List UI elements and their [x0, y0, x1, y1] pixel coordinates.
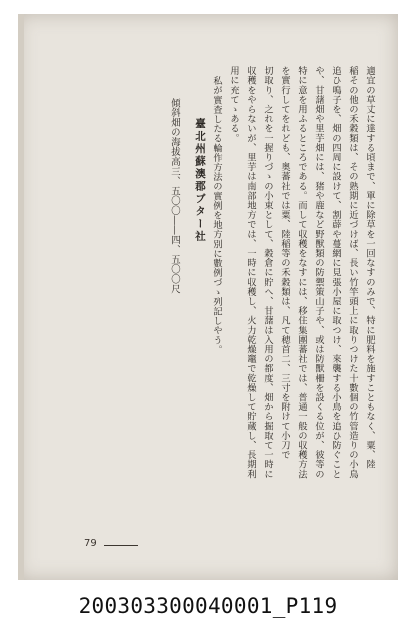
altitude-line: [166, 66, 183, 526]
page-number-rule: [104, 545, 138, 546]
paragraph-line-8: 収穫をやらないが、里芋は南部地方では、一時に収穫し、火力乾燥竈で乾燥して貯蔵し、長期利: [245, 66, 256, 479]
vertical-text-block: [160, 66, 378, 526]
book-page: [18, 14, 398, 580]
image-caption: 200303300040001_P119: [78, 594, 338, 618]
altitude-prefix: 傾斜畑の海拔高三、五〇〇: [169, 98, 180, 216]
paragraph-line-6: を實行してをれども、奥蕃社では粟、陸稲等の禾穀類は、凡て穂首二、三寸を附けて小刀で: [279, 66, 290, 460]
paragraph-line-3: 追ひ鳴子を、畑の四周に設けて、割薜や蔓網に見張小屋に取つけ、來襲する小鳥を追ひ防ぐこと: [330, 66, 341, 479]
page-number: 79: [84, 538, 97, 549]
paragraph-line-4: や、甘藷畑や里芋畑には、猪や鹿など野獸類の防禦策山子や、或は防獸柵を設くる位が、彼等の: [313, 66, 324, 479]
paragraph-line-1: 適宜の草丈に達する頃まで、單に除草を一回なすのみで、特に肥料を施すこともなく、粟、陸: [364, 66, 375, 470]
altitude-range: 四、五〇〇尺: [169, 235, 180, 294]
paragraph-line-2: 稲その他の禾穀類は、その熟期に近づけば、長い竹竿頭上に取りつけた十數個の竹管造りの小鳥: [347, 66, 358, 479]
intro-sentence: 私が實査したる輪作方法の實例を地方別に數例づゝ列記しやう。: [211, 76, 222, 355]
paragraph-line-7: 切取り、之れを一握りづゝの小束として、穀倉に貯へ、甘藷は入用の都度、畑から掘取て一時に: [262, 66, 273, 479]
paragraph-line-5: 特に意を用ふるところである。而して収穫をなすには、移住集團蕃社では、普通一般の収穫方法: [296, 66, 307, 479]
paragraph-line-9: 用に充てゝある。: [228, 66, 239, 143]
section-heading: 臺北州蘇澳郡ブター社: [194, 118, 206, 243]
range-dash: ――: [169, 215, 180, 236]
